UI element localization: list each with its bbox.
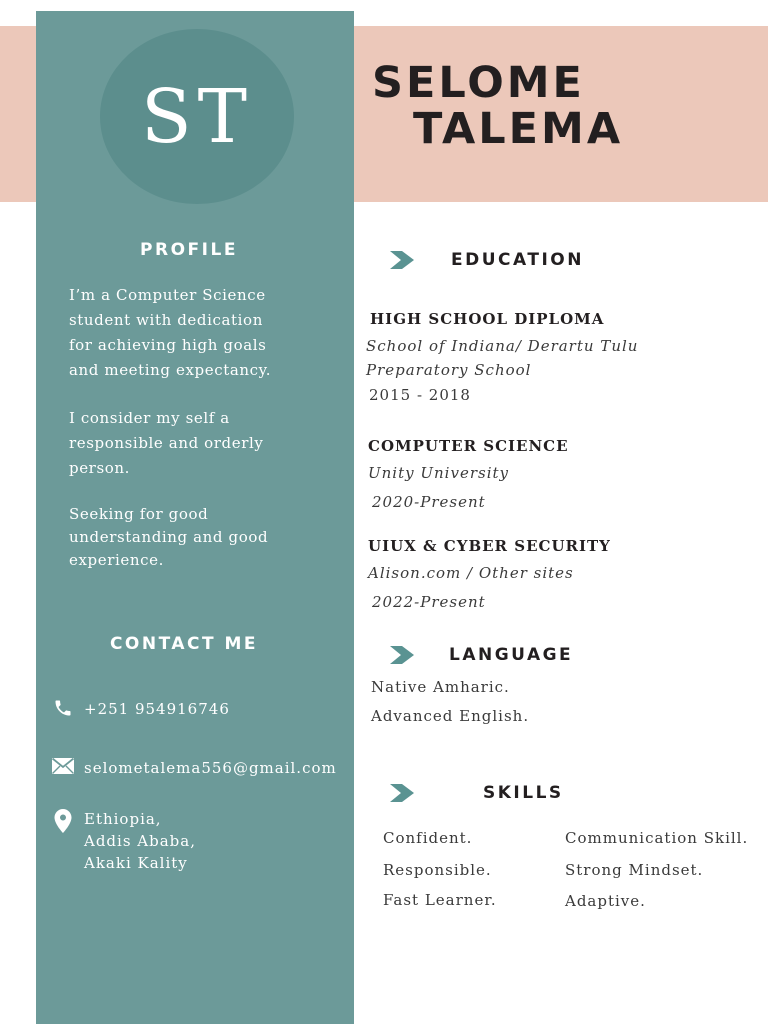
- language-heading: LANGUAGE: [449, 645, 574, 665]
- initials: ST: [140, 73, 254, 160]
- phone-number[interactable]: +251 954916746: [84, 700, 230, 718]
- education-heading: EDUCATION: [451, 250, 584, 270]
- education-school: Preparatory School: [366, 361, 532, 379]
- education-title: UIUX & CYBER SECURITY: [368, 537, 611, 555]
- skill-item: Fast Learner.: [383, 891, 497, 909]
- last-name: TALEMA: [413, 104, 624, 154]
- chevron-right-icon: [389, 645, 415, 665]
- address: [84, 808, 196, 874]
- education-school: Unity University: [368, 464, 509, 482]
- education-title: COMPUTER SCIENCE: [368, 437, 569, 455]
- skill-item: Confident.: [383, 829, 473, 847]
- education-years: 2020-Present: [372, 493, 486, 511]
- education-school: Alison.com / Other sites: [368, 564, 574, 582]
- phone-icon: [50, 698, 76, 720]
- envelope-icon: [50, 757, 76, 779]
- skill-item: Strong Mindset.: [565, 861, 704, 879]
- chevron-right-icon: [389, 250, 415, 270]
- first-name: SELOME: [372, 58, 585, 108]
- language-item: Native Amharic.: [371, 678, 510, 696]
- skills-heading: SKILLS: [483, 783, 564, 803]
- language-section-header: [389, 645, 573, 665]
- contact-phone: [50, 698, 230, 720]
- address-line: Ethiopia,: [84, 810, 162, 828]
- profile-paragraph-1: I’m a Computer Science student with dedication for achieving high goals and meeting expectancy.: [69, 286, 272, 379]
- email-address[interactable]: selometalema556@gmail.com: [84, 759, 337, 777]
- address-line: Akaki Kality: [84, 854, 188, 872]
- monogram-circle: [100, 29, 294, 204]
- chevron-right-icon: [389, 783, 415, 803]
- education-section-header: [389, 250, 584, 270]
- location-pin-icon: [50, 808, 76, 848]
- contact-address: [50, 808, 196, 874]
- skill-item: Communication Skill.: [565, 829, 749, 847]
- address-line: Addis Ababa,: [84, 832, 196, 850]
- education-years: 2022-Present: [372, 593, 486, 611]
- education-years: 2015 - 2018: [369, 386, 471, 404]
- education-title: HIGH SCHOOL DIPLOMA: [370, 310, 605, 328]
- contact-heading: CONTACT ME: [109, 634, 259, 654]
- education-school: School of Indiana/ Derartu Tulu: [366, 337, 639, 355]
- profile-heading: PROFILE: [140, 240, 238, 260]
- profile-paragraph-2: I consider my self a responsible and orderly person.: [69, 409, 264, 477]
- skill-item: Adaptive.: [565, 892, 646, 910]
- language-item: Advanced English.: [371, 707, 530, 725]
- skills-section-header: [389, 783, 564, 803]
- contact-email: [50, 757, 337, 779]
- profile-paragraph-3: Seeking for good understanding and good experience.: [69, 505, 269, 569]
- skill-item: Responsible.: [383, 861, 492, 879]
